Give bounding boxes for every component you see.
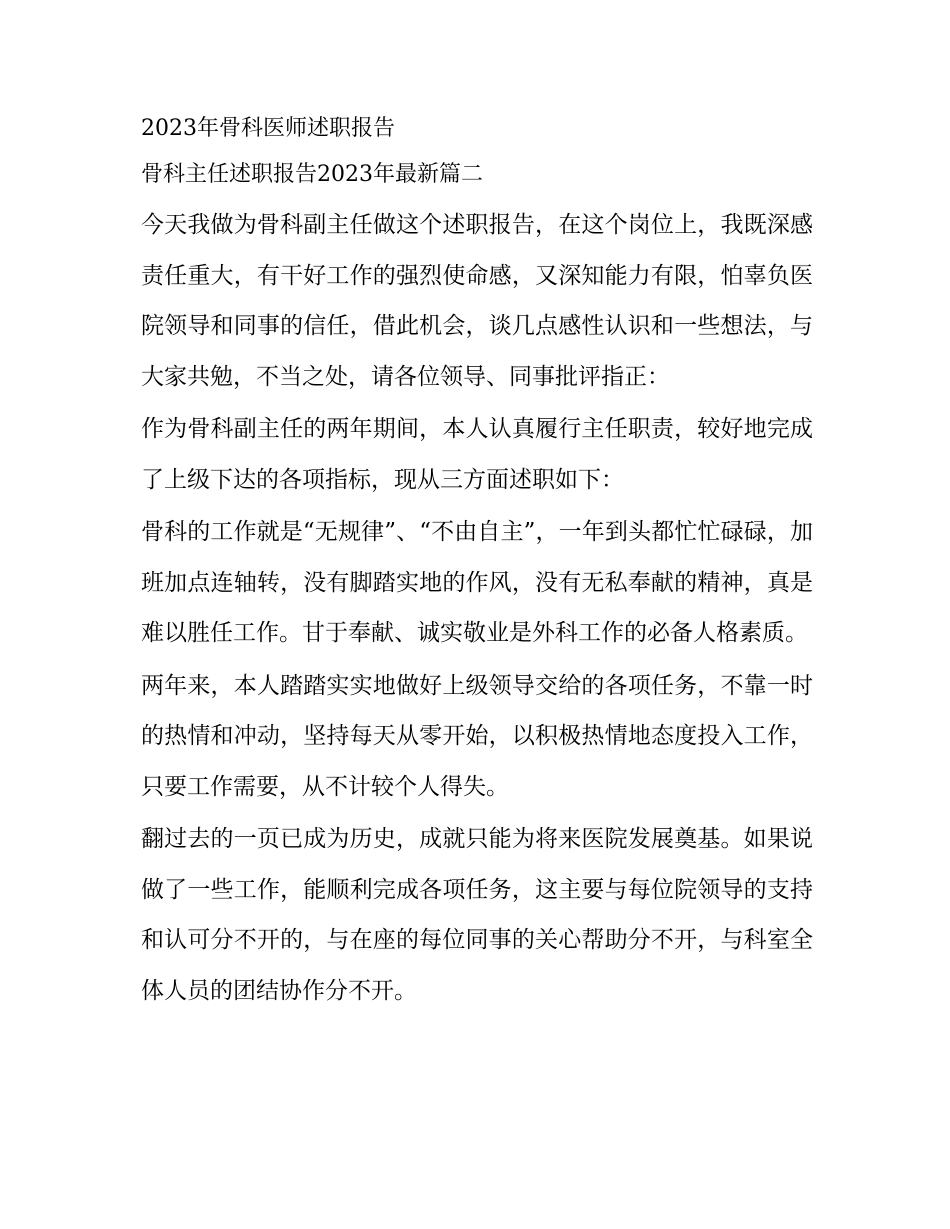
paragraph-overview: 作为骨科副主任的两年期间，本人认真履行主任职责，较好地完成了上级下达的各项指标，现从三方面述职如下： [141, 416, 813, 493]
document-subtitle: 骨科主任述职报告2023年最新篇二 [141, 162, 483, 187]
document-body [141, 110, 813, 1016]
paragraph-gratitude: 翻过去的一页已成为历史，成就只能为将来医院发展奠基。如果说做了一些工作，能顺利完成各项任务，这主要与每位院领导的支持和认可分不开的，与在座的每位同事的关心帮助分不开，与科室全体人员的团结协作分不开。 [141, 826, 813, 1004]
paragraph-two-years: 两年来，本人踏踏实实地做好上级领导交给的各项任务，不靠一时的热情和冲动，坚持每天从零开始，以积极热情地态度投入工作，只要工作需要，从不计较个人得失。 [141, 672, 813, 800]
paragraph-work-nature: 骨科的工作就是“无规律”、“不由自主”，一年到头都忙忙碌碌，加班加点连轴转，没有脚踏实地的作风，没有无私奉献的精神，真是难以胜任工作。甘于奉献、诚实敬业是外科工作的必备人格素质。 [141, 519, 813, 646]
document-title: 2023年骨科医师述职报告 [141, 116, 395, 141]
paragraph-intro: 今天我做为骨科副主任做这个述职报告，在这个岗位上，我既深感责任重大，有干好工作的强烈使命感，又深知能力有限，怕辜负医院领导和同事的信任，借此机会，谈几点感性认识和一些想法，与大家共勉，不当之处，请各位领导、同事批评指正： [141, 212, 813, 390]
